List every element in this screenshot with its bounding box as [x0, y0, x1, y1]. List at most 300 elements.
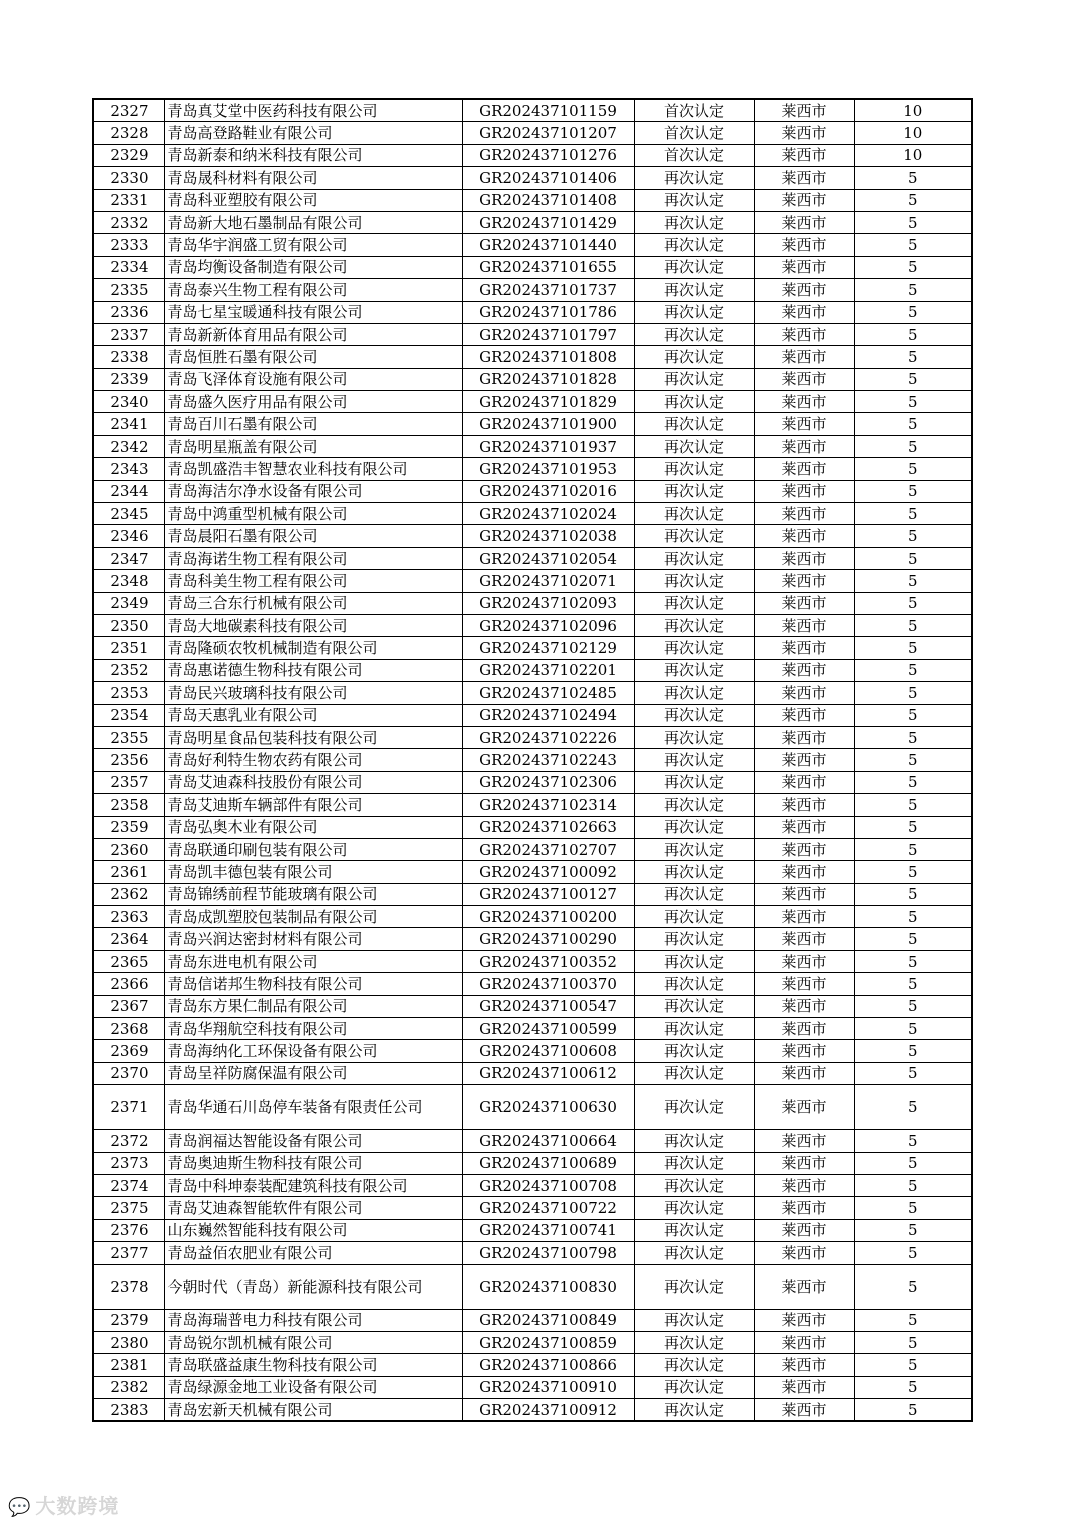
city-cell: 莱西市: [754, 771, 854, 793]
row-number-cell: 2340: [93, 391, 164, 413]
table-row: [93, 950, 972, 972]
score-cell: 10: [854, 144, 972, 166]
city-cell: 莱西市: [754, 1331, 854, 1353]
row-number-cell: 2378: [93, 1264, 164, 1309]
certificate-number-cell: GR202437102024: [462, 503, 634, 525]
score-cell: 5: [854, 234, 972, 256]
city-cell: 莱西市: [754, 1018, 854, 1040]
certification-type-cell: 再次认定: [634, 503, 754, 525]
table-row: [93, 726, 972, 748]
certificate-number-cell: GR202437100859: [462, 1331, 634, 1353]
row-number-cell: 2335: [93, 279, 164, 301]
certificate-number-cell: GR202437102038: [462, 525, 634, 547]
certificate-number-cell: GR202437102071: [462, 570, 634, 592]
city-cell: 莱西市: [754, 279, 854, 301]
city-cell: 莱西市: [754, 368, 854, 390]
certificate-number-cell: GR202437100608: [462, 1040, 634, 1062]
row-number-cell: 2331: [93, 189, 164, 211]
score-cell: 5: [854, 1018, 972, 1040]
table-row: [93, 368, 972, 390]
row-number-cell: 2348: [93, 570, 164, 592]
table-row: [93, 503, 972, 525]
company-name-cell: 青岛联通印刷包装有限公司: [164, 838, 462, 860]
score-cell: 5: [854, 1197, 972, 1219]
certification-type-cell: 再次认定: [634, 1040, 754, 1062]
city-cell: 莱西市: [754, 167, 854, 189]
certificate-number-cell: GR202437101737: [462, 279, 634, 301]
table-row: [93, 1197, 972, 1219]
company-name-cell: 青岛科亚塑胶有限公司: [164, 189, 462, 211]
row-number-cell: 2337: [93, 323, 164, 345]
certificate-number-cell: GR202437100092: [462, 861, 634, 883]
company-name-cell: 青岛东方果仁制品有限公司: [164, 995, 462, 1017]
score-cell: 5: [854, 950, 972, 972]
score-cell: 5: [854, 838, 972, 860]
table-row: [93, 234, 972, 256]
certificate-number-cell: GR202437102663: [462, 816, 634, 838]
row-number-cell: 2368: [93, 1018, 164, 1040]
row-number-cell: 2376: [93, 1219, 164, 1241]
table-row: [93, 256, 972, 278]
company-name-cell: 青岛惠诺德生物科技有限公司: [164, 659, 462, 681]
company-name-cell: 青岛好利特生物农药有限公司: [164, 749, 462, 771]
score-cell: 5: [854, 1309, 972, 1331]
row-number-cell: 2361: [93, 861, 164, 883]
table-row: [93, 1174, 972, 1196]
score-cell: 5: [854, 279, 972, 301]
certification-type-cell: 再次认定: [634, 391, 754, 413]
table-row: [93, 682, 972, 704]
score-cell: 5: [854, 323, 972, 345]
table-row: [93, 1085, 972, 1130]
row-number-cell: 2351: [93, 637, 164, 659]
certification-type-cell: 再次认定: [634, 614, 754, 636]
city-cell: 莱西市: [754, 614, 854, 636]
table-row: [93, 659, 972, 681]
certificate-number-cell: GR202437101429: [462, 211, 634, 233]
table-row: [93, 1040, 972, 1062]
company-name-cell: 青岛新泰和纳米科技有限公司: [164, 144, 462, 166]
certificate-number-cell: GR202437101159: [462, 99, 634, 122]
table-row: [93, 1130, 972, 1152]
row-number-cell: 2358: [93, 794, 164, 816]
company-name-cell: 青岛东进电机有限公司: [164, 950, 462, 972]
row-number-cell: 2370: [93, 1062, 164, 1084]
table-row: [93, 1331, 972, 1353]
certification-type-cell: 再次认定: [634, 167, 754, 189]
score-cell: 5: [854, 861, 972, 883]
score-cell: 5: [854, 1242, 972, 1264]
table-row: [93, 794, 972, 816]
company-name-cell: 青岛中鸿重型机械有限公司: [164, 503, 462, 525]
certificate-number-cell: GR202437102016: [462, 480, 634, 502]
company-name-cell: 青岛艾迪斯车辆部件有限公司: [164, 794, 462, 816]
certification-type-cell: 再次认定: [634, 637, 754, 659]
row-number-cell: 2380: [93, 1331, 164, 1353]
table-row: [93, 167, 972, 189]
score-cell: 5: [854, 1219, 972, 1241]
certification-type-cell: 首次认定: [634, 99, 754, 122]
city-cell: 莱西市: [754, 435, 854, 457]
company-name-cell: 青岛成凯塑胶包装制品有限公司: [164, 906, 462, 928]
table-row: [93, 189, 972, 211]
certification-type-cell: 再次认定: [634, 256, 754, 278]
table-row: [93, 346, 972, 368]
certificate-number-cell: GR202437100830: [462, 1264, 634, 1309]
table-row: [93, 211, 972, 233]
company-name-cell: 青岛艾迪森科技股份有限公司: [164, 771, 462, 793]
table-row: [93, 1399, 972, 1422]
city-cell: 莱西市: [754, 1197, 854, 1219]
company-name-cell: 青岛奥迪斯生物科技有限公司: [164, 1152, 462, 1174]
city-cell: 莱西市: [754, 413, 854, 435]
certification-type-cell: 再次认定: [634, 1376, 754, 1398]
company-name-cell: 青岛凯丰德包装有限公司: [164, 861, 462, 883]
city-cell: 莱西市: [754, 749, 854, 771]
row-number-cell: 2345: [93, 503, 164, 525]
certification-type-cell: 首次认定: [634, 144, 754, 166]
row-number-cell: 2344: [93, 480, 164, 502]
city-cell: 莱西市: [754, 838, 854, 860]
certificate-number-cell: GR202437101937: [462, 435, 634, 457]
score-cell: 10: [854, 99, 972, 122]
certificate-number-cell: GR202437101797: [462, 323, 634, 345]
table-row: [93, 906, 972, 928]
certification-type-cell: 再次认定: [634, 525, 754, 547]
city-cell: 莱西市: [754, 346, 854, 368]
certification-type-cell: 再次认定: [634, 435, 754, 457]
certification-type-cell: 再次认定: [634, 794, 754, 816]
watermark-text: 大数跨境: [35, 1494, 120, 1518]
certification-type-cell: 再次认定: [634, 950, 754, 972]
score-cell: 5: [854, 771, 972, 793]
score-cell: 5: [854, 973, 972, 995]
score-cell: 5: [854, 458, 972, 480]
table-row: [93, 99, 972, 122]
certification-type-cell: 再次认定: [634, 547, 754, 569]
certificate-number-cell: GR202437101829: [462, 391, 634, 413]
row-number-cell: 2332: [93, 211, 164, 233]
city-cell: 莱西市: [754, 144, 854, 166]
table-row: [93, 816, 972, 838]
table-row: [93, 570, 972, 592]
row-number-cell: 2367: [93, 995, 164, 1017]
score-cell: 5: [854, 1174, 972, 1196]
table-row: [93, 525, 972, 547]
certificate-number-cell: GR202437102707: [462, 838, 634, 860]
certification-type-cell: 再次认定: [634, 816, 754, 838]
certificate-number-cell: GR202437102096: [462, 614, 634, 636]
certification-type-cell: 再次认定: [634, 1174, 754, 1196]
certificate-number-cell: GR202437100798: [462, 1242, 634, 1264]
city-cell: 莱西市: [754, 1152, 854, 1174]
row-number-cell: 2350: [93, 614, 164, 636]
certification-type-cell: 再次认定: [634, 368, 754, 390]
score-cell: 5: [854, 1264, 972, 1309]
score-cell: 5: [854, 1062, 972, 1084]
city-cell: 莱西市: [754, 1354, 854, 1376]
certification-type-cell: 再次认定: [634, 413, 754, 435]
city-cell: 莱西市: [754, 726, 854, 748]
city-cell: 莱西市: [754, 928, 854, 950]
city-cell: 莱西市: [754, 391, 854, 413]
table-row: [93, 122, 972, 144]
certificate-number-cell: GR202437100664: [462, 1130, 634, 1152]
certification-type-cell: 再次认定: [634, 1062, 754, 1084]
certificate-number-cell: GR202437102226: [462, 726, 634, 748]
certification-type-cell: 再次认定: [634, 704, 754, 726]
row-number-cell: 2353: [93, 682, 164, 704]
table-row: [93, 1062, 972, 1084]
certificate-number-cell: GR202437100689: [462, 1152, 634, 1174]
city-cell: 莱西市: [754, 861, 854, 883]
row-number-cell: 2336: [93, 301, 164, 323]
certification-type-cell: 再次认定: [634, 234, 754, 256]
row-number-cell: 2357: [93, 771, 164, 793]
certification-type-cell: 再次认定: [634, 323, 754, 345]
certificate-number-cell: GR202437100352: [462, 950, 634, 972]
city-cell: 莱西市: [754, 525, 854, 547]
table-row: [93, 973, 972, 995]
city-cell: 莱西市: [754, 122, 854, 144]
score-cell: 5: [854, 480, 972, 502]
certification-type-cell: 再次认定: [634, 1152, 754, 1174]
row-number-cell: 2365: [93, 950, 164, 972]
certification-type-cell: 再次认定: [634, 480, 754, 502]
row-number-cell: 2352: [93, 659, 164, 681]
city-cell: 莱西市: [754, 547, 854, 569]
certificate-number-cell: GR202437102306: [462, 771, 634, 793]
certification-type-cell: 再次认定: [634, 928, 754, 950]
city-cell: 莱西市: [754, 323, 854, 345]
certification-type-cell: 再次认定: [634, 1331, 754, 1353]
company-name-cell: 青岛海洁尔净水设备有限公司: [164, 480, 462, 502]
score-cell: 5: [854, 391, 972, 413]
certificate-number-cell: GR202437100612: [462, 1062, 634, 1084]
score-cell: 5: [854, 1354, 972, 1376]
city-cell: 莱西市: [754, 256, 854, 278]
company-name-cell: 青岛中科坤泰装配建筑科技有限公司: [164, 1174, 462, 1196]
row-number-cell: 2329: [93, 144, 164, 166]
row-number-cell: 2354: [93, 704, 164, 726]
row-number-cell: 2383: [93, 1399, 164, 1422]
company-name-cell: 青岛晨阳石墨有限公司: [164, 525, 462, 547]
city-cell: 莱西市: [754, 1376, 854, 1398]
certificate-number-cell: GR202437102485: [462, 682, 634, 704]
company-name-cell: 青岛明星瓶盖有限公司: [164, 435, 462, 457]
certificate-number-cell: GR202437100290: [462, 928, 634, 950]
certificate-number-cell: GR202437101276: [462, 144, 634, 166]
certificate-number-cell: GR202437100200: [462, 906, 634, 928]
company-name-cell: 青岛明星食品包装科技有限公司: [164, 726, 462, 748]
city-cell: 莱西市: [754, 1309, 854, 1331]
table-row: [93, 1018, 972, 1040]
city-cell: 莱西市: [754, 1130, 854, 1152]
score-cell: 5: [854, 1376, 972, 1398]
certificate-number-cell: GR202437101953: [462, 458, 634, 480]
score-cell: 5: [854, 211, 972, 233]
company-name-cell: 青岛民兴玻璃科技有限公司: [164, 682, 462, 704]
city-cell: 莱西市: [754, 1040, 854, 1062]
score-cell: 5: [854, 1152, 972, 1174]
certification-type-cell: 再次认定: [634, 906, 754, 928]
score-cell: 5: [854, 547, 972, 569]
table-row: [93, 1152, 972, 1174]
certification-type-cell: 再次认定: [634, 838, 754, 860]
watermark: [8, 1490, 119, 1519]
certification-type-cell: 再次认定: [634, 1309, 754, 1331]
speech-bubble-icon: 💬: [8, 1497, 32, 1518]
certification-type-cell: 再次认定: [634, 973, 754, 995]
score-cell: 5: [854, 592, 972, 614]
table-row: [93, 995, 972, 1017]
certification-type-cell: 再次认定: [634, 995, 754, 1017]
certification-type-cell: 再次认定: [634, 279, 754, 301]
table-row: [93, 838, 972, 860]
table-row: [93, 861, 972, 883]
table-row: [93, 637, 972, 659]
score-cell: 5: [854, 368, 972, 390]
company-name-cell: 山东巍然智能科技有限公司: [164, 1219, 462, 1241]
certification-type-cell: 再次认定: [634, 1197, 754, 1219]
company-name-cell: 青岛七星宝暖通科技有限公司: [164, 301, 462, 323]
company-name-cell: 青岛百川石墨有限公司: [164, 413, 462, 435]
company-name-cell: 青岛新大地石墨制品有限公司: [164, 211, 462, 233]
certificate-number-cell: GR202437100741: [462, 1219, 634, 1241]
company-name-cell: 青岛均衡设备制造有限公司: [164, 256, 462, 278]
certification-type-cell: 再次认定: [634, 1399, 754, 1422]
score-cell: 5: [854, 256, 972, 278]
city-cell: 莱西市: [754, 906, 854, 928]
score-cell: 5: [854, 906, 972, 928]
city-cell: 莱西市: [754, 659, 854, 681]
certification-type-cell: 再次认定: [634, 861, 754, 883]
score-cell: 5: [854, 614, 972, 636]
table-row: [93, 279, 972, 301]
table-row: [93, 323, 972, 345]
score-cell: 5: [854, 1331, 972, 1353]
table-row: [93, 704, 972, 726]
certification-type-cell: 再次认定: [634, 1085, 754, 1130]
score-cell: 5: [854, 1399, 972, 1422]
table-row: [93, 592, 972, 614]
certification-type-cell: 首次认定: [634, 122, 754, 144]
city-cell: 莱西市: [754, 682, 854, 704]
score-cell: 5: [854, 525, 972, 547]
company-name-cell: 青岛华宇润盛工贸有限公司: [164, 234, 462, 256]
city-cell: 莱西市: [754, 211, 854, 233]
table-row: [93, 614, 972, 636]
score-cell: 5: [854, 704, 972, 726]
city-cell: 莱西市: [754, 883, 854, 905]
score-cell: 5: [854, 1130, 972, 1152]
city-cell: 莱西市: [754, 1085, 854, 1130]
certification-type-cell: 再次认定: [634, 211, 754, 233]
certification-type-cell: 再次认定: [634, 883, 754, 905]
company-name-cell: 青岛三合东行机械有限公司: [164, 592, 462, 614]
certificate-number-cell: GR202437101900: [462, 413, 634, 435]
certification-type-cell: 再次认定: [634, 592, 754, 614]
table-row: [93, 301, 972, 323]
certificate-number-cell: GR202437102054: [462, 547, 634, 569]
company-name-cell: 青岛高登路鞋业有限公司: [164, 122, 462, 144]
score-cell: 5: [854, 995, 972, 1017]
table-row: [93, 1242, 972, 1264]
company-name-cell: 青岛华通石川岛停车装备有限责任公司: [164, 1085, 462, 1130]
city-cell: 莱西市: [754, 503, 854, 525]
row-number-cell: 2364: [93, 928, 164, 950]
row-number-cell: 2355: [93, 726, 164, 748]
certificate-number-cell: GR202437101828: [462, 368, 634, 390]
certificate-number-cell: GR202437101207: [462, 122, 634, 144]
certificate-number-cell: GR202437102314: [462, 794, 634, 816]
score-cell: 5: [854, 749, 972, 771]
company-name-cell: 青岛艾迪森智能软件有限公司: [164, 1197, 462, 1219]
score-cell: 5: [854, 503, 972, 525]
row-number-cell: 2363: [93, 906, 164, 928]
certificate-number-cell: GR202437102129: [462, 637, 634, 659]
row-number-cell: 2362: [93, 883, 164, 905]
row-number-cell: 2342: [93, 435, 164, 457]
city-cell: 莱西市: [754, 1219, 854, 1241]
company-name-cell: 青岛兴润达密封材料有限公司: [164, 928, 462, 950]
table-row: [93, 480, 972, 502]
company-name-cell: 青岛益佰农肥业有限公司: [164, 1242, 462, 1264]
certificate-number-cell: GR202437101808: [462, 346, 634, 368]
city-cell: 莱西市: [754, 301, 854, 323]
row-number-cell: 2379: [93, 1309, 164, 1331]
city-cell: 莱西市: [754, 637, 854, 659]
certificate-number-cell: GR202437100708: [462, 1174, 634, 1196]
city-cell: 莱西市: [754, 234, 854, 256]
row-number-cell: 2346: [93, 525, 164, 547]
company-name-cell: 青岛联盛益康生物科技有限公司: [164, 1354, 462, 1376]
score-cell: 5: [854, 167, 972, 189]
certificate-number-cell: GR202437100127: [462, 883, 634, 905]
city-cell: 莱西市: [754, 570, 854, 592]
city-cell: 莱西市: [754, 816, 854, 838]
score-cell: 10: [854, 122, 972, 144]
table-row: [93, 391, 972, 413]
certificate-number-cell: GR202437100599: [462, 1018, 634, 1040]
enterprise-list-table: [92, 98, 973, 1422]
company-name-cell: 青岛新新体育用品有限公司: [164, 323, 462, 345]
row-number-cell: 2359: [93, 816, 164, 838]
certification-type-cell: 再次认定: [634, 301, 754, 323]
company-name-cell: 青岛锐尔凯机械有限公司: [164, 1331, 462, 1353]
company-name-cell: 青岛大地碳素科技有限公司: [164, 614, 462, 636]
certificate-number-cell: GR202437100866: [462, 1354, 634, 1376]
certification-type-cell: 再次认定: [634, 1219, 754, 1241]
certification-type-cell: 再次认定: [634, 1130, 754, 1152]
table-row: [93, 771, 972, 793]
row-number-cell: 2377: [93, 1242, 164, 1264]
row-number-cell: 2341: [93, 413, 164, 435]
city-cell: 莱西市: [754, 1062, 854, 1084]
company-name-cell: 青岛华翔航空科技有限公司: [164, 1018, 462, 1040]
table-row: [93, 458, 972, 480]
city-cell: 莱西市: [754, 1399, 854, 1422]
score-cell: 5: [854, 435, 972, 457]
score-cell: 5: [854, 928, 972, 950]
score-cell: 5: [854, 189, 972, 211]
row-number-cell: 2347: [93, 547, 164, 569]
table-row: [93, 1376, 972, 1398]
certificate-number-cell: GR202437100370: [462, 973, 634, 995]
city-cell: 莱西市: [754, 704, 854, 726]
table-row: [93, 749, 972, 771]
row-number-cell: 2372: [93, 1130, 164, 1152]
